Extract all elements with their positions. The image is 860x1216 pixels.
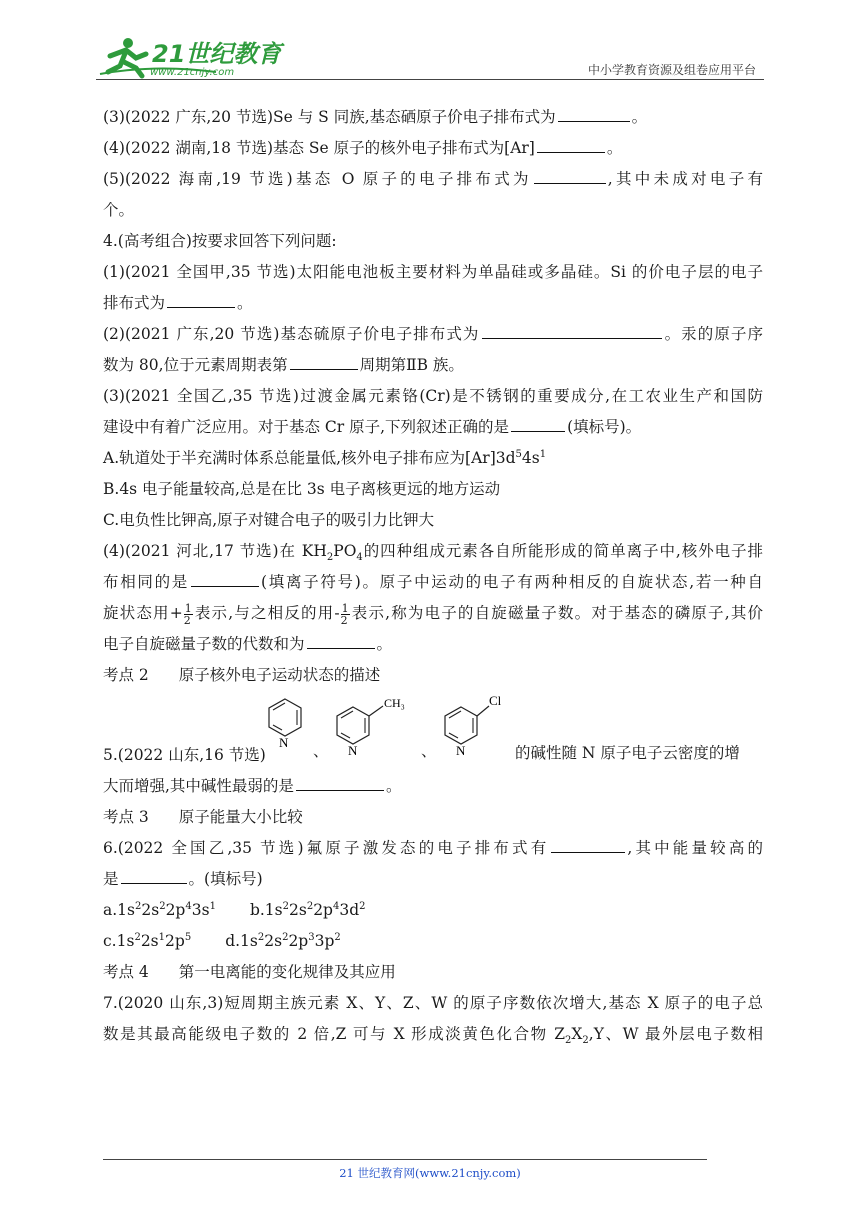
svg-text:21世纪教育: 21世纪教育 [152,40,282,68]
q3-3: (3)(2022 广东,20 节选)Se 与 S 同族,基态硒原子价电子排布式为 。 [103,102,763,133]
answer-blank [121,865,187,884]
q4-1: (1)(2021 全国甲,35 节选)太阳能电池板主要材料为单晶硅或多晶硅。Si 的价电子层的电子 [103,263,763,281]
answer-blank [307,630,375,649]
svg-text:www.21cnjy.com: www.21cnjy.com [150,67,235,78]
q7: 7.(2020 山东,3)短周期主族元素 X、Y、Z、W 的原子序数依次增大,基态 X 原子的电子总 [103,994,763,1012]
fraction-half: $\frac{1}{2}$ [183,601,192,627]
svg-text:N: N [456,743,466,758]
option-b: B.4s 电子能量较高,总是在比 3s 电子离核更远的地方运动 [103,480,501,498]
q4-4-end: 电子自旋磁量子数的代数和为 。 [103,629,763,660]
answer-blank [551,834,625,853]
fraction-half: $\frac{1}{2}$ [340,601,349,627]
q7-cont: 数是其最高能级电子数的 2 倍,Z 可与 X 形成淡黄色化合物 $Z_2X_2,Y$、W 最外层电子数相 [103,1025,763,1047]
answer-blank [511,413,565,432]
q4-3: (3)(2021 全国乙,35 节选)过渡金属元素铬(Cr)是不锈钢的重要成分,在工农业生产和国防 [103,387,763,405]
q6-cont: 是 。(填标号) [103,864,763,895]
q4-4-spin: 旋状态用+ $\frac{1}{2}$ 表示,与之相反的用- $\frac{1}{2}$ 表示,称为电子的自旋磁量子数。对于基态的磷原子,其价 [103,601,763,627]
answer-blank [482,320,662,339]
footer-link[interactable]: 21 世纪教育网(www.21cnjy.com) [339,1166,521,1180]
section-heading-4: 考点 4 第一电离能的变化规律及其应用 [103,963,396,981]
option-a: A.轨道处于半充满时体系总能量低,核外电子排布应为$[Ar]3d^54s^1$ [103,448,547,467]
q4-2-cont: 数为 80,位于元素周期表第 周期第ⅡB 族。 [103,350,763,381]
q5-cont: 大而增强,其中碱性最弱的是 。 [103,771,763,802]
footer-rule [103,1159,707,1160]
platform-name: 中小学教育资源及组卷应用平台 [587,63,756,77]
q3-5: (5)(2022 海南,19 节选)基态 O 原子的电子排布式为 ,其中未成对电子有 [103,164,763,195]
q3-5-cont: 个。 [103,201,135,219]
answer-blank [296,772,384,791]
q4-3-cont: 建设中有着广泛应用。对于基态 Cr 原子,下列叙述正确的是 (填标号)。 [103,412,763,443]
3-methylpyridine-structure-icon [329,691,419,765]
answer-blank [537,134,605,153]
option-c: C.电负性比钾高,原子对键合电子的吸引力比钾大 [103,511,435,529]
header-rule [96,79,764,80]
answer-blank [167,289,235,308]
section-heading-2: 考点 2 原子核外电子运动状态的描述 [103,666,381,684]
answer-blank [534,165,606,184]
section-heading-3: 考点 3 原子能量大小比较 [103,808,303,826]
q6: 6.(2022 全国乙,35 节选)氟原子激发态的电子排布式有 ,其中能量较高的 [103,833,763,864]
svg-text:CH₃: CH₃ [384,696,405,710]
q6-options-ab: $a.1s^22s^22p^43s^1$ $b.1s^22s^22p^43d^2$ [103,900,366,919]
q4-title: 4.(高考组合)按要求回答下列问题: [103,232,337,250]
svg-text:N: N [348,743,358,758]
q4-1-cont: 排布式为 。 [103,288,763,319]
q4-2: (2)(2021 广东,20 节选)基态硫原子价电子排布式为 。汞的原子序 [103,319,763,350]
q5-structures: 5.(2022 山东,16 节选) N 、 CH₃ N 、 Cl N 的碱性随 N 原子电子云密度的增 [103,693,740,764]
answer-blank [558,103,630,122]
pyridine-structure-icon [263,691,313,765]
q6-options-cd: $c.1s^22s^12p^5$ $d.1s^22s^22p^33p^2$ [103,931,341,950]
3-chloropyridine-structure-icon [437,691,517,765]
svg-text:N: N [279,735,289,750]
svg-text:Cl: Cl [489,693,502,708]
answer-blank [290,351,358,370]
document-body [103,102,763,1050]
q4-4-cont: 布相同的是 (填离子符号)。原子中运动的电子有两种相反的自旋状态,若一种自 [103,567,763,598]
logo-21cnjy [96,34,282,78]
q3-4: (4)(2022 湖南,18 节选)基态 Se 原子的核外电子排布式为[Ar] 。 [103,133,763,164]
page-header [96,34,764,82]
q4-4: (4)(2021 河北,17 节选)在 $KH_2PO_4$的四种组成元素各自所能形成的简单离子中,核外电子排 [103,542,763,564]
answer-blank [191,568,259,587]
